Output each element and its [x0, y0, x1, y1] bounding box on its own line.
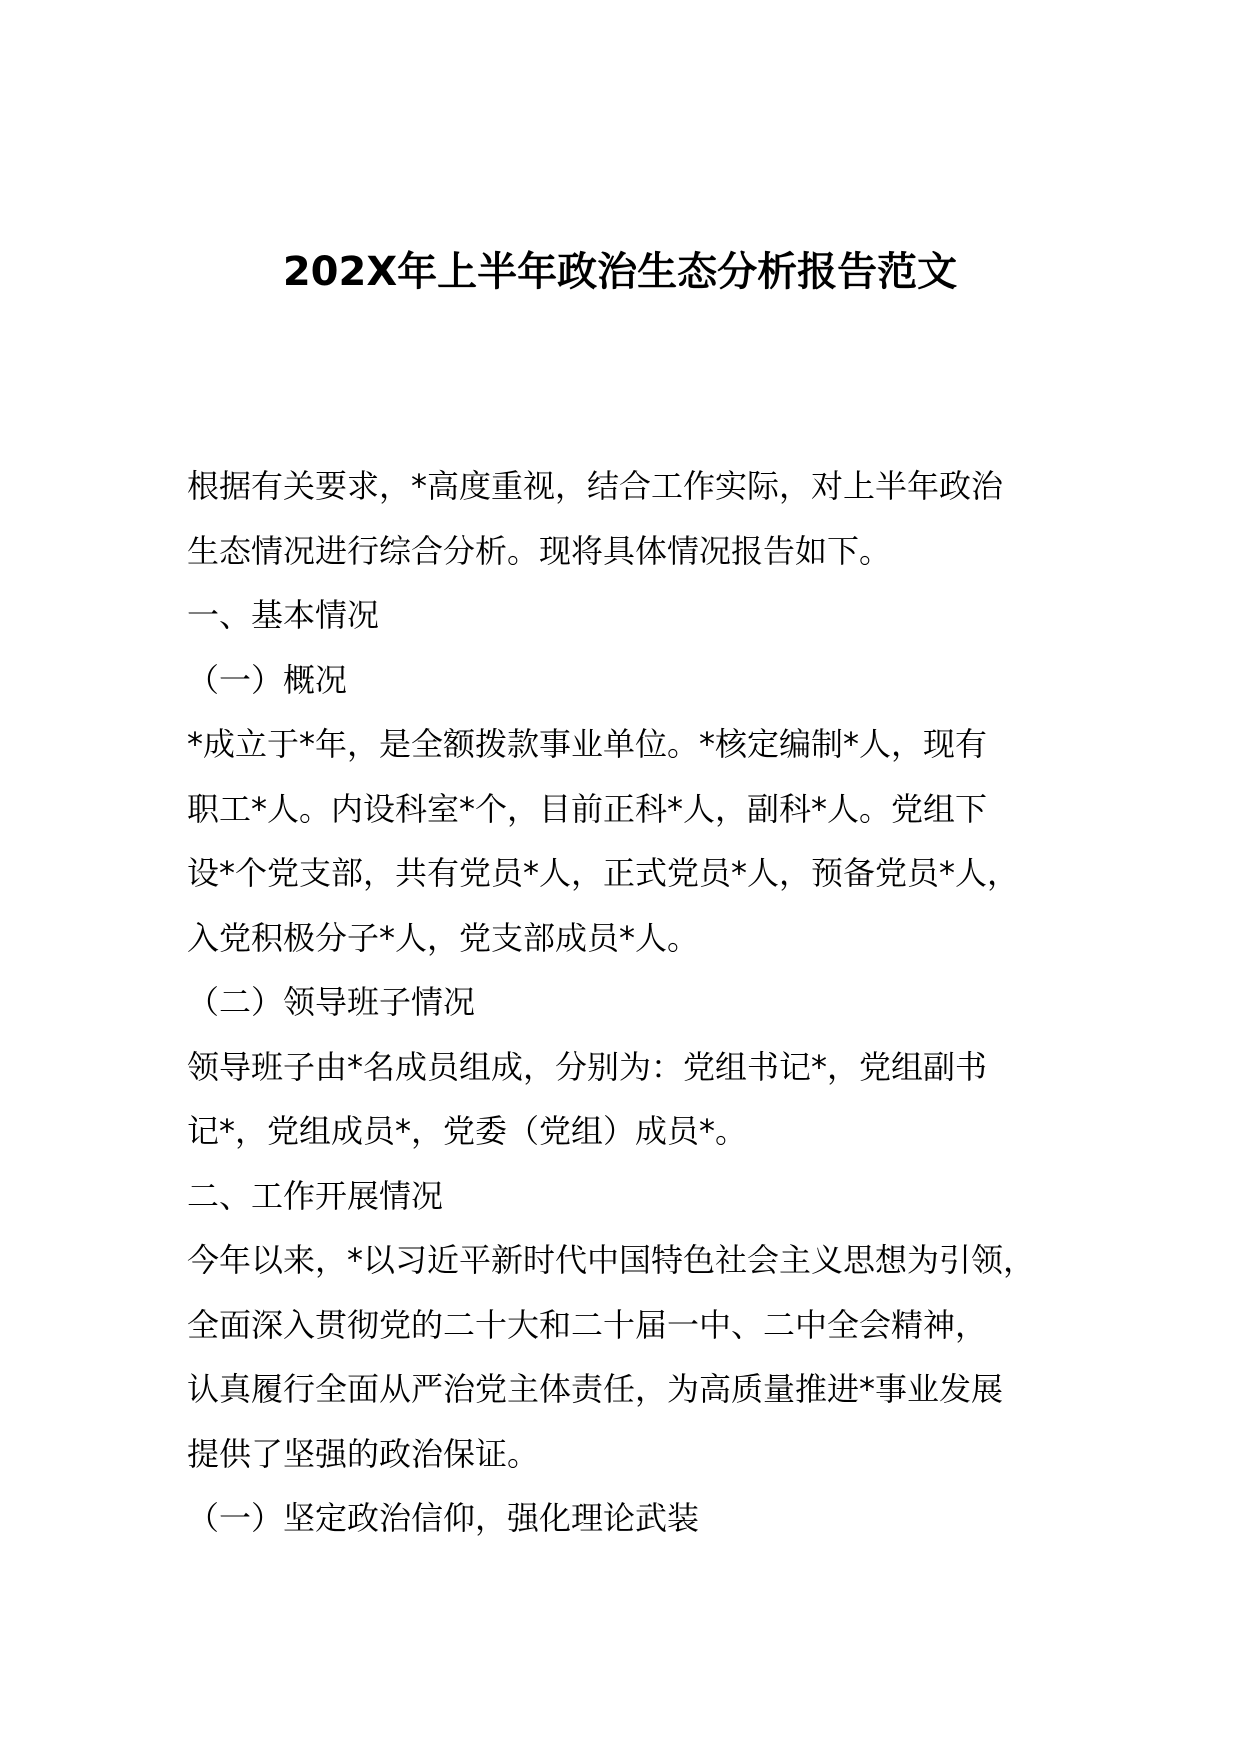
paragraph-leadership-line-1: 领导班子由*名成员组成，分别为：党组书记*，党组副书 — [187, 1047, 988, 1086]
subsection-heading-leadership: （二）领导班子情况 — [187, 983, 476, 1021]
paragraph-intro-line-2: 生态情况进行综合分析。现将具体情况报告如下。 — [187, 531, 892, 570]
section-heading-basic-situation: 一、基本情况 — [187, 596, 380, 634]
section-heading-work-progress: 二、工作开展情况 — [187, 1176, 444, 1215]
document-body — [187, 454, 1087, 1551]
subsection-heading-overview: （一）概况 — [187, 660, 348, 699]
paragraph-overview-line-3: 设*个党支部，共有党员*人，正式党员*人，预备党员*人， — [187, 854, 1020, 892]
paragraph-overview-line-2: 职工*人。内设科室*个，目前正科*人，副科*人。党组下 — [187, 789, 988, 828]
paragraph-intro-line-1: 根据有关要求，*高度重视，结合工作实际，对上半年政治 — [187, 467, 1004, 505]
paragraph-leadership-line-2: 记*，党组成员*，党委（党组）成员*。 — [187, 1112, 748, 1150]
subsection-heading-political-faith: （一）坚定政治信仰，强化理论武装 — [187, 1499, 700, 1537]
document-title: 202X年上半年政治生态分析报告范文 — [282, 249, 958, 295]
paragraph-overview-line-1: *成立于*年，是全额拨款事业单位。*核定编制*人，现有 — [187, 725, 988, 763]
paragraph-work-line-3: 认真履行全面从严治党主体责任，为高质量推进*事业发展 — [187, 1370, 1004, 1408]
paragraph-overview-line-4: 入党积极分子*人，党支部成员*人。 — [187, 918, 700, 957]
paragraph-work-line-4: 提供了坚强的政治保证。 — [187, 1434, 540, 1473]
paragraph-work-line-1: 今年以来，*以习近平新时代中国特色社会主义思想为引领， — [187, 1241, 1036, 1279]
paragraph-work-line-2: 全面深入贯彻党的二十大和二十届一中、二中全会精神， — [187, 1305, 988, 1344]
